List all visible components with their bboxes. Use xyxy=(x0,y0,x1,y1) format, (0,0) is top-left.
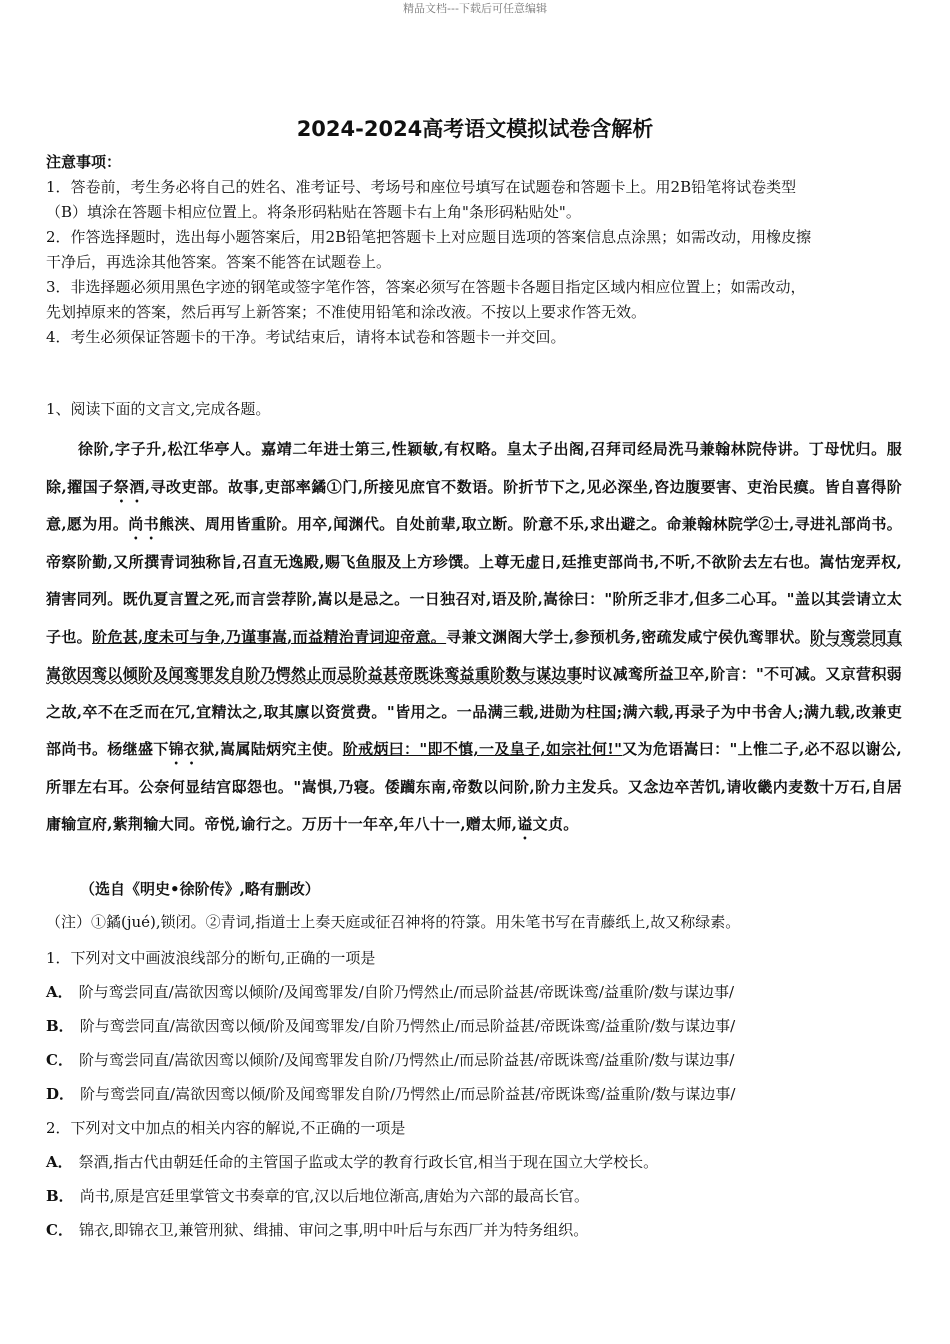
option-text: 阶与鸾尝同直/嵩欲因鸾以倾阶/及闻鸾罪发/自阶乃愕然止/而忌阶益甚/帝既诛鸾/益重阶/数与谋边事/ xyxy=(78,983,735,1001)
passage-segment: 熊浃、周用皆重阶。用卒,闻渊代。自处前辈,取立断。阶意不乐,求出避之。命兼翰林院学②士,寻进礼部尚书。帝察阶勤,又所撰青词独称旨,召直无逸殿,赐飞鱼服及上方珍馔。上尊无虚日,廷推吏部尚书,不听,不欲阶去左右也。嵩怙宠弄权,猜害同列。既仇夏言置之死,而言尝荐阶,嵩以是忌之。一日独召对,语及阶,嵩徐曰："阶所乏非才,但多二心耳。"盖以其尝请立太子也。 xyxy=(46,515,902,646)
option-c[interactable] xyxy=(46,1043,906,1077)
dotted-term: 祭酒 xyxy=(113,477,145,496)
option-a[interactable] xyxy=(46,975,906,1009)
passage-segment: 时议减鸾所益卫卒,阶言："不可减。又京营积弱之故,卒不在乏而在冗,宜精汰之,取其廪以资赏费。"皆用之。一品满三载,进勋为柱国;满六载,再录子为中书舍人;满九载,改兼吏部尚书。杨继盛下 xyxy=(46,665,902,758)
notes-line: （B）填涂在答题卡相应位置上。将条形码粘贴在答题卡右上角"条形码粘贴处"。 xyxy=(46,203,581,221)
option-b[interactable] xyxy=(46,1179,906,1213)
classical-passage xyxy=(46,431,902,844)
option-c[interactable] xyxy=(46,1213,906,1247)
notes-line: 1．答卷前，考生务必将自己的姓名、准考证号、考场号和座位号填写在试题卷和答题卡上。用2B铅笔将试卷类型 xyxy=(46,178,797,196)
underlined-sentence: 阶危甚,度未可与争,乃谨事嵩,而益精治青词迎帝意。 xyxy=(92,627,447,646)
notes-line: 2．作答选择题时，选出每小题答案后，用2B铅笔把答题卡上对应题目选项的答案信息点涂黑；如需改动，用橡皮擦 xyxy=(46,228,812,246)
option-label: B． xyxy=(46,1017,74,1035)
notes-line: 干净后，再选涂其他答案。答案不能答在试题卷上。 xyxy=(46,253,392,271)
header-note: 精品文档---下载后可任意编辑 xyxy=(403,2,547,15)
dotted-term: 尚书 xyxy=(128,515,159,533)
passage-source: （选自《明史•徐阶传》,略有删改） xyxy=(80,880,320,898)
option-label: C． xyxy=(46,1051,73,1069)
option-label: A． xyxy=(46,983,73,1001)
sub-question-2 xyxy=(46,1111,906,1247)
option-d[interactable] xyxy=(46,1077,906,1111)
wavy-underlined-sentence: 阶与鸾尝同直嵩欲因鸾以倾阶及闻鸾罪发自阶乃愕然止而忌阶益甚帝既诛鸾益重阶数与谋边事 xyxy=(46,627,903,683)
option-text: 尚书,原是宫廷里掌管文书奏章的官,汉以后地位渐高,唐始为六部的最高长官。 xyxy=(79,1187,589,1205)
notes-heading: 注意事项： xyxy=(46,153,122,171)
option-a[interactable] xyxy=(46,1145,906,1179)
notes-line: 4．考生必须保证答题卡的干净。考试结束后，请将本试卷和答题卡一并交回。 xyxy=(46,328,566,346)
option-text: 阶与鸾尝同直/嵩欲因鸾以倾/阶及闻鸾罪发/自阶乃愕然止/而忌阶益甚/帝既诛鸾/益重阶/数与谋边事/ xyxy=(79,1017,736,1035)
passage-segment: 徐阶,字子升,松江华亭人。嘉靖二年进士第三,性颖敏,有权略。皇太子出阁,召拜司经局洗马兼翰林院侍讲。丁母忧归。服除,擢国子 xyxy=(46,440,902,496)
passage-segment: 狱,嵩属陆炳究主使。 xyxy=(199,740,343,758)
option-text: 阶与鸾尝同直/嵩欲因鸾以倾阶/及闻鸾罪发自阶/乃愕然止/而忌阶益甚/帝既诛鸾/益重阶/数与谋边事/ xyxy=(78,1051,735,1069)
notes-line: 先划掉原来的答案，然后再写上新答案；不准使用铅笔和涂改液。不按以上要求作答无效。 xyxy=(46,303,647,321)
option-label: D． xyxy=(46,1085,75,1103)
passage-annotation: （注）①鐍(jué),锁闭。②青词,指道士上奏天庭或征召神将的符箓。用朱笔书写在青藤纸上,故又称绿素。 xyxy=(46,913,741,931)
option-text: 锦衣,即锦衣卫,兼管刑狱、缉捕、审问之事,明中叶后与东西厂并为特务组织。 xyxy=(78,1221,589,1239)
underlined-sentence: 阶戒炳曰："即不慎,一及皇子,如宗社何!" xyxy=(342,740,623,758)
passage-segment: ,寻改吏部。故事,吏部率鐍①门,所接见庶官不数语。阶折节下之,见必深坐,咨边腹要害、吏治民瘼。皆自喜得阶意,愿为用。 xyxy=(46,477,902,533)
passage-segment: 又为危语嵩曰："上惟二子,必不忍以谢公,所罪左右耳。公奈何显结宫邸怨也。"嵩惧,乃寝。倭躏东南,帝数以问阶,阶力主发兵。又念边卒苦饥,请收畿内麦数十万石,自居庸输宣府,紫荆输大同。帝悦,谕行之。万历十一年卒,年八十一,赠太师, xyxy=(46,740,902,833)
page-title: 2024-2024高考语文模拟试卷含解析 xyxy=(296,117,654,141)
option-label: B． xyxy=(46,1187,74,1205)
dotted-term: 谥 xyxy=(517,815,533,833)
option-text: 祭酒,指古代由朝廷任命的主管国子监或太学的教育行政长官,相当于现在国立大学校长。 xyxy=(78,1153,659,1171)
passage-segment: 寻兼文渊阁大学士,参预机务,密疏发咸宁侯仇鸾罪状。 xyxy=(446,627,811,646)
notes-line: 3．非选择题必须用黑色字迹的钢笔或签字笔作答，答案必须写在答题卡各题目指定区域内相应位置上；如需改动， xyxy=(46,278,806,296)
sub-question-1 xyxy=(46,941,906,1111)
exam-notes xyxy=(46,150,906,350)
option-label: C． xyxy=(46,1221,73,1239)
passage-segment: 文贞。 xyxy=(532,815,579,833)
question-stem: 1．下列对文中画波浪线部分的断句,正确的一项是 xyxy=(46,949,376,967)
option-text: 阶与鸾尝同直/嵩欲因鸾以倾/阶及闻鸾罪发自阶/乃愕然止/而忌阶益甚/帝既诛鸾/益重阶/数与谋边事/ xyxy=(80,1085,736,1103)
option-label: A． xyxy=(46,1153,73,1171)
dotted-term: 锦衣 xyxy=(168,740,200,758)
question-stem: 2．下列对文中加点的相关内容的解说,不正确的一项是 xyxy=(46,1119,406,1137)
question-prompt: 1、阅读下面的文言文,完成各题。 xyxy=(46,400,271,418)
option-b[interactable] xyxy=(46,1009,906,1043)
